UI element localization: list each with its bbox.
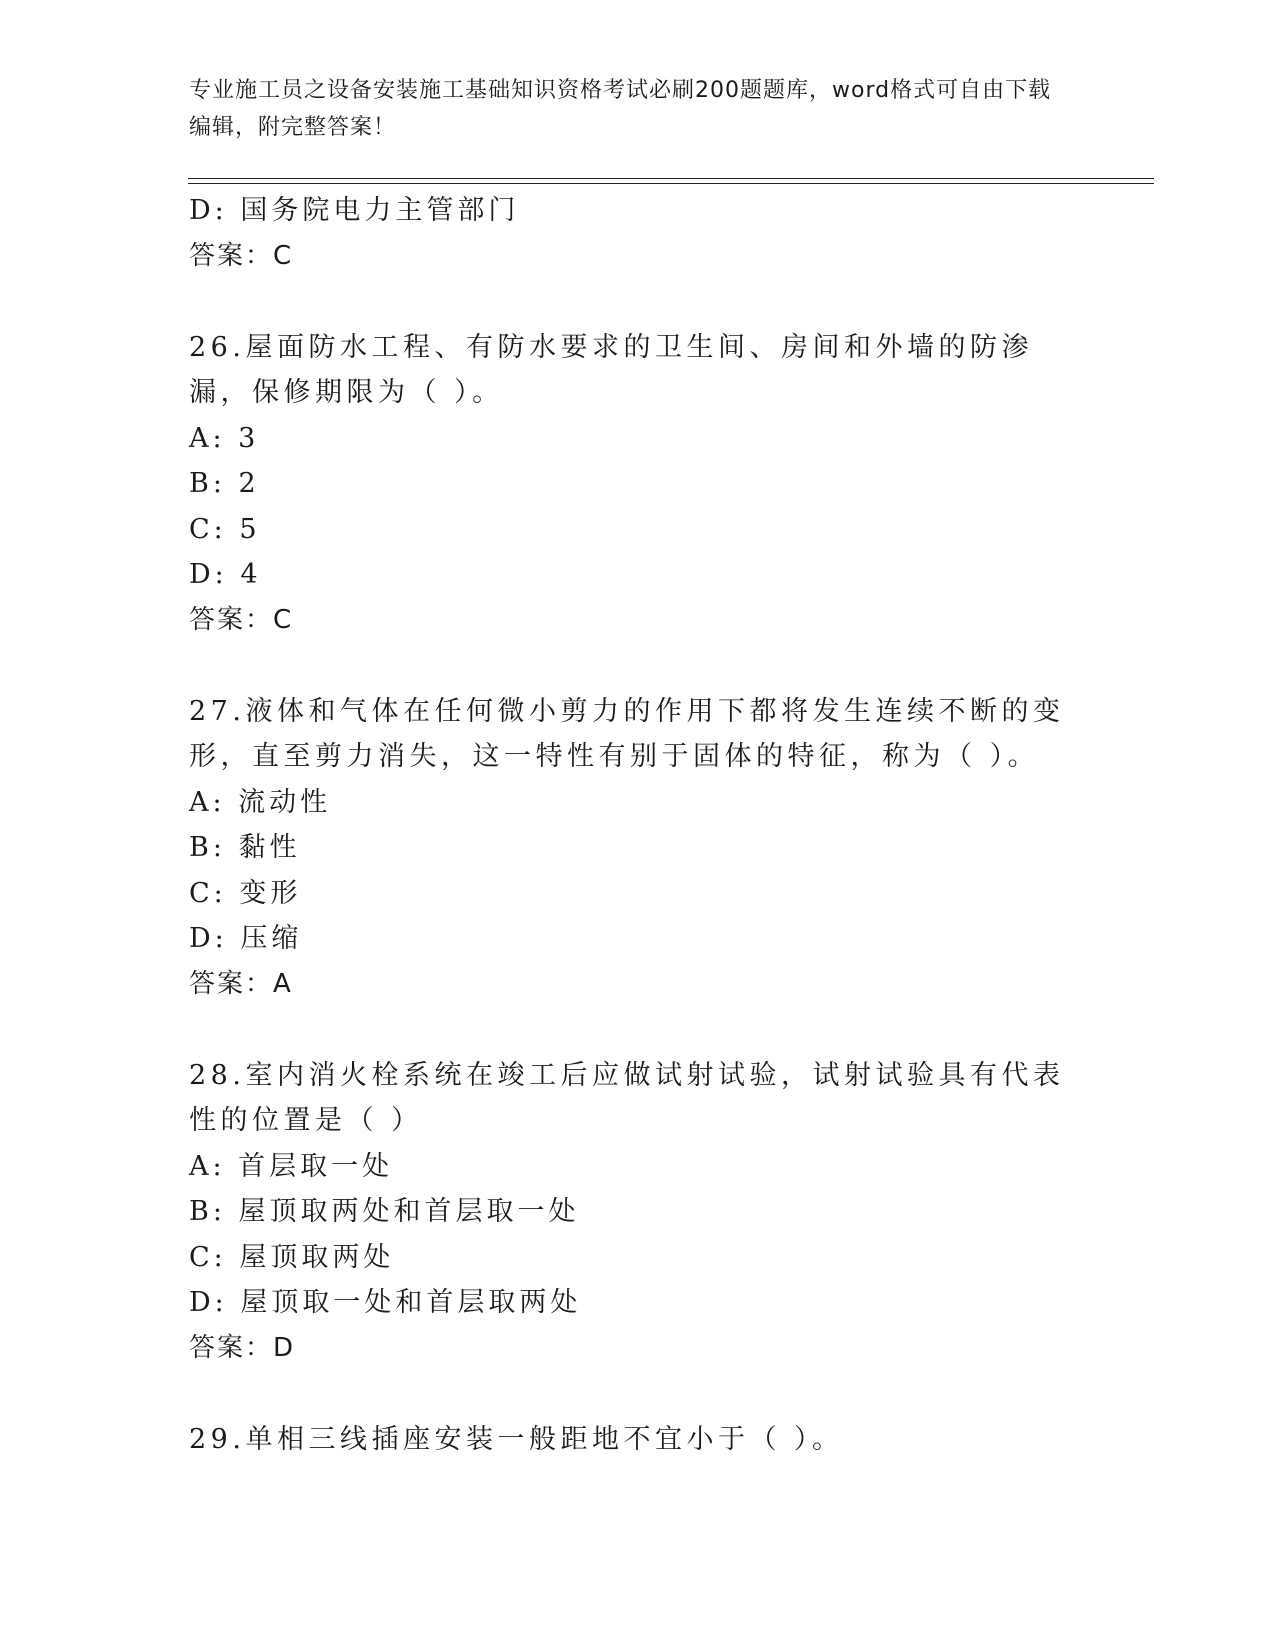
question-text: 29.单相三线插座安装一般距地不宜小于（ ）。 <box>189 1423 844 1455</box>
answer-line: 答案：C <box>189 604 294 635</box>
option-c: C: 变形 <box>189 877 302 909</box>
question-list <box>189 188 1089 1462</box>
option-b: B: 黏性 <box>189 832 301 863</box>
header-divider-bottom <box>188 183 1154 184</box>
answer-line: 答案：D <box>189 1332 296 1363</box>
question-text: 26.屋面防水工程、有防水要求的卫生间、房间和外墙的防渗漏，保修期限为（ ）。 <box>189 331 1033 408</box>
option-b: B: 屋顶取两处和首层取一处 <box>189 1196 580 1227</box>
option-a: A: 3 <box>189 422 260 454</box>
option-d: D: 压缩 <box>189 923 303 954</box>
option-d: D: 国务院电力主管部门 <box>189 195 520 226</box>
option-a: A: 首层取一处 <box>189 1150 394 1182</box>
header-divider-top <box>188 178 1154 179</box>
question-text: 28.室内消火栓系统在竣工后应做试射试验，试射试验具有代表性的位置是（ ） <box>189 1059 1065 1136</box>
answer-line: 答案：A <box>189 968 293 999</box>
option-c: C: 5 <box>189 513 261 545</box>
spacer <box>189 1371 1089 1417</box>
page-header: 专业施工员之设备安装施工基础知识资格考试必刷200题题库，word格式可自由下载编辑，附完整答案！ <box>189 78 1052 140</box>
option-c: C: 屋顶取两处 <box>189 1241 395 1273</box>
spacer <box>189 1007 1089 1053</box>
answer-line: 答案：C <box>189 240 294 271</box>
option-d: D: 屋顶取一处和首层取两处 <box>189 1287 582 1318</box>
question-text: 27.液体和气体在任何微小剪力的作用下都将发生连续不断的变形，直至剪力消失，这一特性有别于固体的特征，称为（ ）。 <box>189 695 1065 772</box>
spacer <box>189 643 1089 689</box>
option-b: B: 2 <box>189 468 260 499</box>
option-a: A: 流动性 <box>189 786 332 818</box>
spacer <box>189 279 1089 325</box>
option-d: D: 4 <box>189 559 262 590</box>
